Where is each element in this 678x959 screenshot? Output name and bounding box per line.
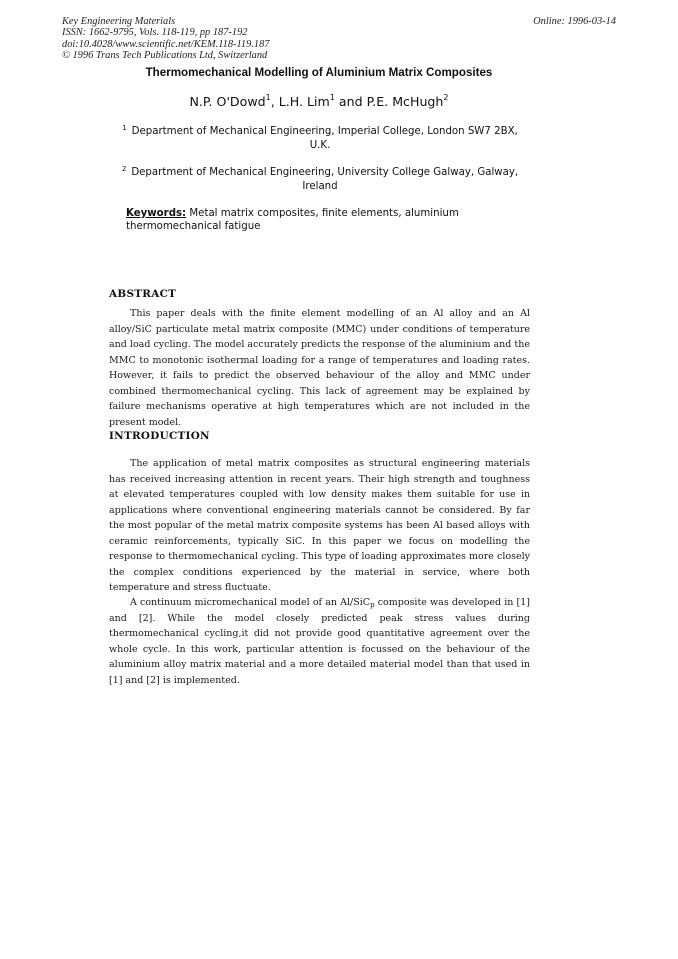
affiliation-text: Department of Mechanical Engineering, Imperial College, London SW7 2BX, U.K. — [131, 126, 518, 151]
author-list — [0, 94, 638, 109]
subscript: p — [370, 601, 375, 609]
author-name: N.P. O'Dowd — [189, 94, 266, 109]
paper-title: Thermomechanical Modelling of Aluminium Matrix Composites — [145, 66, 493, 79]
introduction-paragraph: The application of metal matrix composites as structural engineering materials has received increasing attention in recent years. Their high strength and toughness at elevated temperatures coupled with low density makes them suitable for use in applications where conventional engineering materials cannot be considered. By far the most popular of the metal matrix composite systems has been Al based alloys with ceramic reinforcements, typically SiC. In this paper we focus on modelling the response to thermomechanical cycling. This type of loading approximates more closely the complex conditions experienced by the material in service, where both temperature and stress fluctuate. — [109, 458, 530, 593]
keywords — [126, 207, 506, 234]
affiliation — [120, 166, 520, 193]
journal-issn: ISSN: 1662-9795, Vols. 118-119, pp 187-192 — [62, 27, 248, 39]
author-affil-mark: 2 — [443, 93, 449, 102]
author-separator: and — [334, 94, 367, 109]
affiliation-mark: 2 — [121, 165, 127, 173]
paragraph-text: A continuum micromechanical model of an Al/SiC — [130, 597, 371, 608]
affiliation-mark: 1 — [122, 124, 127, 132]
introduction-heading: INTRODUCTION — [109, 430, 210, 442]
abstract-paragraph: This paper deals with the finite element modelling of an Al alloy and an Al alloy/SiC particulate metal matrix composite (MMC) under conditions of temperature and load cycling. The model accurately predicts the response of the aluminium and the MMC to monotonic isothermal loading for a range of temperatures and loading rates. However, it fails to predict the observed behaviour of the alloy and MMC under combined thermomechanical cycling. This lack of agreement may be explained by failure mechanisms operative at high temperatures which are not included in the present model. — [109, 308, 530, 428]
journal-doi: doi:10.4028/www.scientific.net/KEM.118-119.187 — [62, 38, 270, 50]
author-affil-mark: 1 — [329, 93, 335, 102]
journal-name: Key Engineering Materials — [62, 16, 176, 27]
affiliation — [120, 125, 520, 152]
journal-copyright: © 1996 Trans Tech Publications Ltd, Switzerland — [62, 50, 268, 62]
author-affil-mark: 1 — [265, 93, 271, 102]
author-name: L.H. Lim — [278, 94, 330, 109]
author-separator: , — [270, 94, 279, 109]
introduction-paragraph — [109, 595, 530, 688]
paragraph-text: composite was developed in [1] and [2]. While the model closely predicted peak stress values during thermomechanical cycling,it did not provide good quantitative agreement over the whole cycle. In this work, particular attention is focussed on the behaviour of the aluminium alloy matrix material and a more detailed material model than that used in [1] and [2] is implemented. — [109, 597, 530, 686]
affiliation-text: Department of Mechanical Engineering, University College Galway, Galway, Ireland — [131, 167, 519, 192]
abstract-heading: ABSTRACT — [109, 288, 177, 300]
online-date: Online: 1996-03-14 — [533, 16, 616, 27]
keywords-label: Keywords: — [126, 208, 187, 219]
keywords-text: Metal matrix composites, finite elements, aluminium thermomechanical fatigue — [126, 208, 459, 233]
author-name: P.E. McHugh — [366, 94, 444, 109]
